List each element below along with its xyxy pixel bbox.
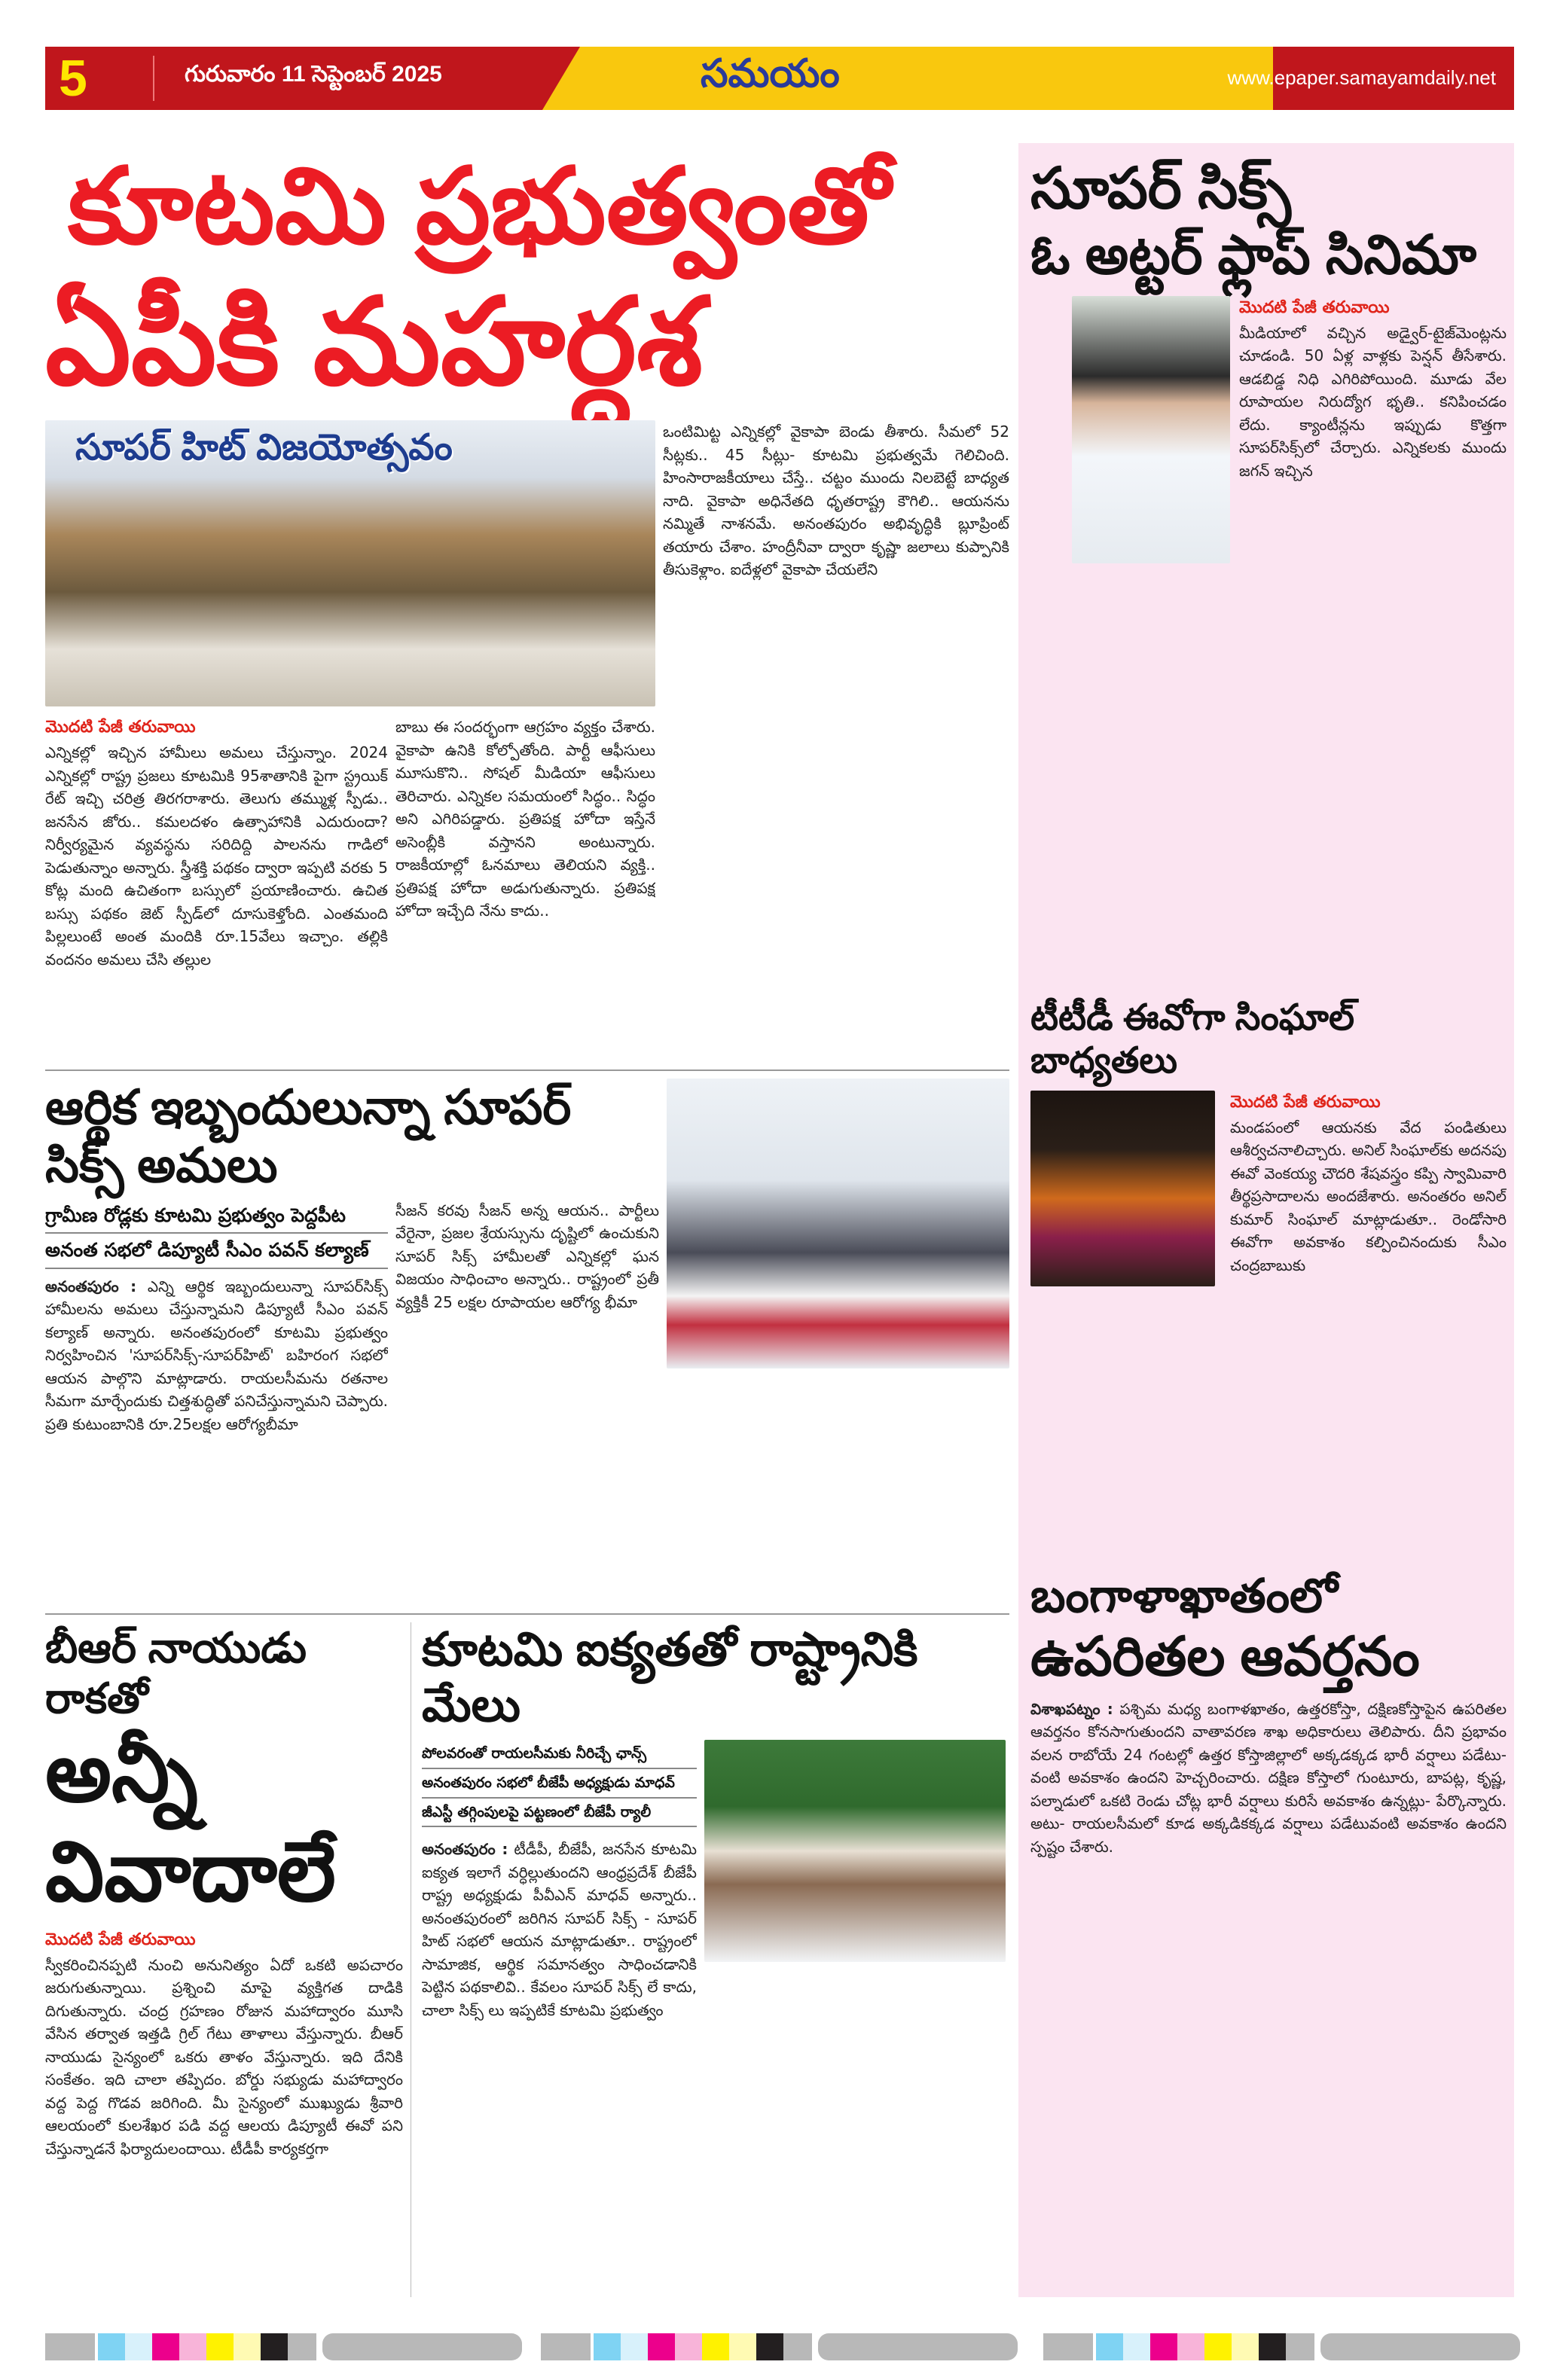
color-swatch [594,2333,621,2360]
masthead-yellow-panel [542,47,1273,110]
pawan-col1-text: ఎన్ని ఆర్థిక ఇబ్బందులున్నా సూపర్‌సిక్స్ హామీలను అమలు చేస్తున్నామని డిప్యూటీ సీఎం పవన్ కల్యాణ్ అన్నారు. అనంతపురంలో కూటమి ప్రభుత్వం నిర్వహించిన 'సూపర్‌సిక్స్-సూపర్‌హిట్' బహిరంగ సభలో ఆయన పాల్గొని మాట్లాడారు. రాయలసీమను రతనాల సీమగా మార్చేందుకు చిత్తశుద్ధితో పనిచేస్తున్నామని చెప్పారు. ప్రతి కుటుంబానికి రూ.25లక్షల ఆరోగ్యబీమా [45,1277,388,1433]
color-swatch [288,2333,316,2360]
weather-headline-line1: బంగాళాఖాతంలో [1030,1570,1338,1622]
section-divider [45,1613,1009,1615]
subhead: అనంతపురం సభలో బీజేపీ అధ్యక్షుడు మాధవ్ [422,1769,697,1799]
brnaidu-story [45,1622,411,2297]
color-swatch [648,2333,675,2360]
subhead: గ్రామీణ రోడ్లకు కూటమి ప్రభుత్వం పెద్దపీట [45,1199,388,1234]
flop-text: మీడియాలో వచ్చిన అడ్వైర్-టైజ్‌మెంట్లను చూడండి. 50 ఏళ్ల వాళ్లకు పెన్షన్ తీసేశారు. ఆడబిడ్డ నిధి ఎగిరిపోయింది. మూడు వేల రూపాయల నిరుద్యోగ భృతి.. కనిపించడం లేదు. క్యాంటీన్లను ఇప్పుడు కొత్తగా సూపర్‌సిక్స్‌లో చేర్చారు. ఎన్నికలకు ముందు జగన్ ఇచ్చిన [1239,323,1507,480]
ttd-text: మండపంలో ఆయనకు వేద పండితులు ఆశీర్వచనాలిచ్చారు. అనిల్ సింఘాల్‌కు అదనపు ఈవో వెంకయ్య చౌదరి శేషవస్త్రం కప్పి స్వామివారి తీర్థప్రసాదాలను అందజేశారు. అనంతరం అనిల్ కుమార్ సింఘాల్ మాట్లాడుతూ.. రెండోసారి ఈవోగా అవకాశం కల్పించినందుకు సీఎం చంద్రబాబుకు [1230,1118,1507,1274]
dateline: అనంతపురం : [45,1277,137,1295]
dateline: విశాఖపట్నం : [1030,1699,1113,1718]
brnaidu-headline-line1: బీఆర్ నాయుడు రాకతో [45,1623,307,1722]
jagan-photo [1072,296,1230,563]
divider [153,56,154,101]
color-swatch [1177,2333,1204,2360]
dateline: అనంతపురం : [422,1840,508,1859]
lead-photo-rally [45,420,655,706]
color-swatch [125,2333,152,2360]
lead-story [45,143,1009,1062]
unity-column-1 [422,1838,697,2297]
color-swatch [234,2333,261,2360]
right-sidebar-content [1030,154,1507,2293]
pawan-headline: ఆర్థిక ఇబ్బందులున్నా సూపర్ సిక్స్ అమలు [45,1080,572,1192]
lead-column-right: ఒంటిమిట్ట ఎన్నికల్లో వైకాపా బెండు తీశారు. సీమలో 52 సీట్లకు.. 45 సీట్లు- కూటమి ప్రభుత్వమే గెలిచింది. హింసారాజకీయాలు చేస్తే.. చట్టం ముందు నిలబెట్టే బాధ్యత నాది. వైకాపా అధినేతది ధృతరాష్ట్ర కౌగిలి.. ఆయనను నమ్మితే నాశనమే. అనంతపురం అభివృద్ధికి బ్లూప్రింట్ తయారు చేశాం. హంద్రీనీవా ద్వారా కృష్ణా జలాలు కుప్పానికి తీసుకెళ్లాం. ఐదేళ్లలో వైకాపా చేయలేని [663,423,1009,578]
lead-headline-line2: ఏపీకి మహర్దశ [45,274,703,409]
color-swatch [783,2333,812,2360]
color-swatch [729,2333,756,2360]
spacer [1030,1298,1507,1569]
main-news-area [45,143,1009,2297]
color-swatch [1043,2333,1093,2360]
flop-headline-line2: ఓ అట్టర్ ఫ్లాప్ సినిమా [1030,225,1477,286]
color-swatch [1286,2333,1314,2360]
flop-headline-line1: సూపర్ సిక్స్ [1030,157,1291,221]
color-swatch [1259,2333,1286,2360]
continued-label: మొదటి పేజీ తరువాయి [45,1930,196,1949]
color-swatch [1232,2333,1259,2360]
unity-story [422,1622,1009,2297]
color-swatch [206,2333,234,2360]
color-swatch [541,2333,591,2360]
unity-headline: కూటమి ఐక్యతతో రాష్ట్రానికి మేలు [422,1623,918,1732]
page-number: 5 [59,50,87,107]
lead-column-2: బాబు ఈ సందర్భంగా ఆగ్రహం వ్యక్తం చేశారు. వైకాపా ఉనికి కోల్పోతోంది. పార్టీ ఆఫీసులు మూసుకొని.. సోషల్ మీడియా ఆఫీసులు తెరిచారు. ఎన్నికల సమయంలో సిద్ధం.. సిద్ధం అని ఎగిరిపడ్డారు. ప్రతిపక్ష హోదా ఇస్తేనే అసెంబ్లీకి వస్తానని అంటున్నారు. రాజకీయాల్లో ఓనమాలు తెలియని వ్యక్తి.. ప్రతిపక్ష హోదా అడుగుతున్నారు. ప్రతిపక్ష హోదా ఇచ్చేది నేను కాదు.. [395,718,655,920]
color-swatch [98,2333,125,2360]
weather-body [1030,1698,1507,2293]
color-swatch [1150,2333,1177,2360]
brnaidu-text: స్వీకరించినప్పటి నుంచి అనునిత్యం ఏదో ఒకటి అపచారం జరుగుతున్నాయి. ప్రశ్నించి మాపై వ్యక్తిగత దాడికి దిగుతున్నారు. చంద్ర గ్రహణం రోజున మహాద్వారం మూసి వేసిన తర్వాత ఇత్తడి గ్రిల్ గేటు తాళాలు వేస్తున్నారు. బీఆర్ నాయుడు సైన్యంలో ఒకరు తాళం వేస్తున్నారు. ఇది దేనికి సంకేతం. ఇది చాలా తప్పిదం. బోర్డు సభ్యుడు మహాద్వారం వద్ద పెద్ద గొడవ జరిగింది. మీ సైన్యంలో ముఖ్యుడు శ్రీవారి ఆలయంలో కులశేఖర పడి వద్ద ఆలయ డిప్యూటీ ఈవో పని చేస్తున్నాడనే ఫిర్యాదులందాయి. టీడీపీ కార్యకర్తగా [45,1955,403,2158]
continued-label: మొదటి పేజీ తరువాయి [45,718,196,737]
unity-text: టీడీపీ, బీజేపీ, జనసేన కూటమి ఐక్యత ఇలాగే వర్ధిల్లుతుందని ఆంధ్రప్రదేశ్ బీజేపీ రాష్ట్ర అధ్యక్షుడు పీవీఎన్ మాధవ్ అన్నారు.. అనంతపురంలో జరిగిన సూపర్ సిక్స్ - సూపర్ హిట్ సభలో ఆయన మాట్లాడుతూ.. రాష్ట్రంలో సామాజిక, ఆర్థిక సమానత్వం సాధించడానికి పెట్టిన పథకాలివి.. కేవలం సూపర్ సిక్స్ లే కాదు, చాలా సిక్స్ లు ఇప్పటికే కూటమి ప్రభుత్వం [422,1840,697,2019]
lead-col1-text: ఎన్నికల్లో ఇచ్చిన హామీలు అమలు చేస్తున్నాం. 2024 ఎన్నికల్లో రాష్ట్ర ప్రజలు కూటమికి 95శాతానికి పైగా స్ట్రయిక్ రేట్ ఇచ్చి చరిత్ర తిరగరాశారు. తెలుగు తమ్ముళ్ల స్పీడు.. జనసేన జోరు.. కమలదళం ఉత్సాహానికి ఎదురుందా? నిర్వీర్యమైన వ్యవస్థను సరిదిద్ది పాలనను గాడిలో పెడుతున్నాం అన్నారు. స్త్రీశక్తి పథకం ద్వారా ఇప్పటి వరకు 5 కోట్ల మంది ఉచితంగా బస్సులో ప్రయాణించారు. ఉచిత బస్సు పథకం జెట్ స్పీడ్‌లో దూసుకెళ్తోంది. ఎంతమంది పిల్లలుంటే అంత మందికి రూ.15వేలు ఇచ్చాం. తల్లికి వందనం అమలు చేసి తల్లుల [45,743,388,969]
subhead: అనంత సభలో డిప్యూటీ సీఎం పవన్ కల్యాణ్ [45,1234,388,1269]
subhead: పోలవరంతో రాయలసీమకు నీరిచ్చే ఛాన్స్ [422,1740,697,1769]
pawan-photo [667,1079,1009,1368]
continued-label: మొదటి పేజీ తరువాయి [1230,1092,1381,1112]
masthead-bar [45,47,1514,110]
color-swatch [261,2333,288,2360]
color-swatch [45,2333,95,2360]
lead-headline-line1: కూటమి ప్రభుత్వంతో [68,147,890,265]
section-divider [45,1069,1009,1071]
gray-tint-bar [1320,2333,1520,2360]
ttd-headline: టీటీడీ ఈవోగా సింఘాల్ బాధ్యతలు [1030,997,1355,1082]
color-swatch [756,2333,783,2360]
flop-body [1239,296,1507,575]
color-swatch [179,2333,206,2360]
pawan-story [45,1079,1009,1606]
color-swatch [702,2333,729,2360]
photo-caption: సూపర్ హిట్ విజయోత్సవం [75,428,453,468]
color-swatch [152,2333,179,2360]
color-swatch [1123,2333,1150,2360]
gray-tint-bar [322,2333,522,2360]
color-swatch [675,2333,702,2360]
ttd-body [1230,1091,1507,1298]
color-swatch [1204,2333,1232,2360]
spacer [1030,575,1507,996]
lead-column-1 [45,716,388,1062]
bjp-rally-photo [704,1740,1006,1962]
pawan-column-1 [45,1275,388,1599]
color-swatch [1096,2333,1123,2360]
continued-label: మొదటి పేజీ తరువాయి [1239,298,1390,317]
newspaper-logo: సమయం [701,52,840,96]
gray-tint-bar [818,2333,1018,2360]
weather-headline-line2: ఉపరితల ఆవర్తనం [1030,1627,1420,1688]
brnaidu-headline-line2: అన్నీ వివాదాలే [45,1726,336,1918]
brnaidu-body [45,1928,403,2297]
pawan-column-2: సీజన్ కరవు సీజన్ అన్న ఆయన.. పార్టీలు వేరైనా, ప్రజల శ్రేయస్సును దృష్టిలో ఉంచుకుని సూపర్ సిక్స్ హామీలతో ఎన్నికల్లో ఘన విజయం సాధించాం అన్నారు.. రాష్ట్రంలో ప్రతీ వ్యక్తికీ 25 లక్షల రూపాయల ఆరోగ్య భీమా [395,1201,659,1311]
color-swatch [621,2333,648,2360]
weather-text: పశ్చిమ మధ్య బంగాళఖాతం, ఉత్తరకోస్తా, దక్షిణకోస్తాపైన ఉపరితల ఆవర్తనం కోనసాగుతుందని వాతావరణ శాఖ అధికారులు తెలిపారు. దీని ప్రభావం వలన రాబోయే 24 గంటల్లో ఉత్తర కోస్తాజిల్లాలో అక్కడక్కడ భారీ వర్షాలు పడేటు-వంటి అవకాశం ఉందని హెచ్చరించారు. దక్షిణ కోస్తాలో గుంటూరు, బాపట్ల, కృష్ణ, పల్నాడులో ఒకటి రెండు చోట్ల భారీ వర్షాలు కురిసే అవకాశం ఉన్నట్లు- పేర్కొన్నారు. అటు- రాయలసీమలో కూడ అక్కడికక్కడ వర్షాలు పడేటువంటి అవకాశం ఉందని స్పష్టం చేశారు. [1030,1699,1507,1856]
issue-date: గురువారం 11 సెప్టెంబర్ 2025 [185,62,442,87]
epaper-url[interactable]: www.epaper.samayamdaily.net [1227,66,1496,89]
subhead: జీఎస్టీ తగ్గింపులపై పట్టణంలో బీజేపీ ర్యాలీ [422,1799,697,1828]
ttd-photo [1030,1091,1215,1286]
bottom-stories [45,1622,1009,2297]
